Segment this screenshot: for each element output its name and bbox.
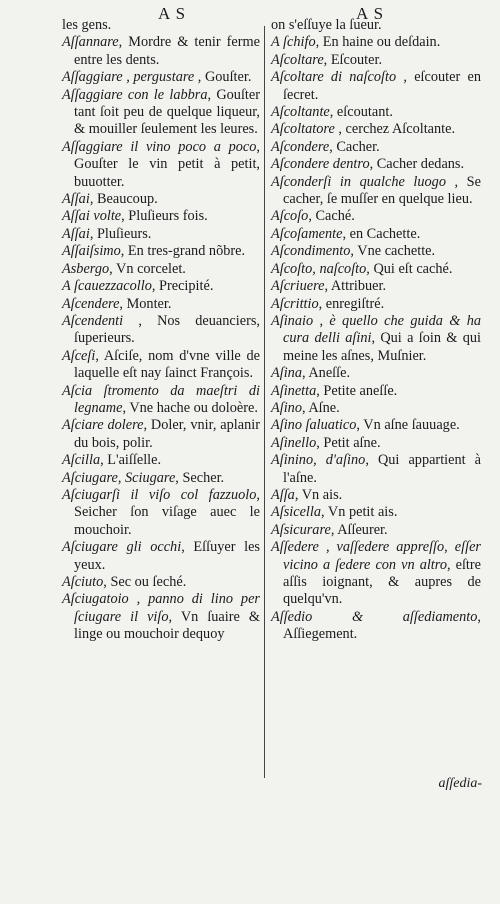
entry-definition: , L'aiſſelle. bbox=[100, 452, 162, 469]
entry-headword: Aſinetta bbox=[271, 382, 317, 399]
entry-definition: , Pluſieurs fois. bbox=[121, 208, 208, 225]
entry-definition: , Vn aſne ſauuage. bbox=[356, 417, 460, 434]
entry-headword: Aſceſi bbox=[62, 347, 96, 364]
dictionary-entry bbox=[271, 522, 481, 539]
entry-headword: Aſino bbox=[271, 399, 302, 416]
entry-definition: , Monter. bbox=[119, 295, 172, 312]
entry-headword: Aſcoltare di naſcoſto bbox=[271, 69, 397, 86]
dictionary-entry bbox=[271, 383, 481, 400]
entry-definition: , Eſcouter. bbox=[323, 51, 383, 68]
entry-headword: Aſſannare bbox=[62, 34, 119, 51]
entry-headword: Aſſedio & aſſediamento bbox=[271, 608, 478, 625]
entry-definition: , Doler, vnir, aplanir du bois, polir. bbox=[74, 417, 261, 451]
dictionary-entry bbox=[271, 261, 481, 278]
dictionary-entry bbox=[62, 278, 260, 295]
entry-headword: Aſſa bbox=[271, 486, 295, 503]
right-column bbox=[271, 17, 481, 644]
dictionary-entry bbox=[62, 313, 260, 348]
entry-headword: Aſcoltante bbox=[271, 104, 330, 121]
entry-definition: , Qui a ſoin & qui meine les aſnes, Muſnier. bbox=[283, 330, 481, 364]
entry-definition: , Mordre & tenir ferme entre les dents. bbox=[74, 34, 260, 68]
entry-headword: Aſſai bbox=[62, 191, 90, 208]
dictionary-entry bbox=[62, 69, 260, 86]
entry-headword: Aſciare dolere bbox=[62, 417, 144, 434]
dictionary-entry bbox=[62, 243, 260, 260]
entry-definition: , Se cacher, ſe muſſer en quelque lieu. bbox=[283, 173, 481, 208]
entry-headword: Aſcoſo bbox=[271, 208, 309, 225]
dictionary-entry bbox=[62, 470, 260, 487]
entry-definition: , Seicher ſon viſage auec le mouchoir. bbox=[74, 486, 260, 538]
entry-definition: , Beaucoup. bbox=[89, 191, 158, 208]
entry-definition: , Vn ais. bbox=[294, 486, 343, 503]
dictionary-entry bbox=[271, 243, 481, 260]
entry-headword: Aſciugare, Sciugare bbox=[62, 469, 176, 486]
entry-headword: Aſcrittio bbox=[271, 295, 319, 312]
entry-definition: , Pluſieurs. bbox=[89, 225, 152, 242]
dictionary-entry bbox=[62, 87, 260, 139]
dictionary-entry bbox=[62, 208, 260, 225]
dictionary-entry bbox=[271, 609, 481, 644]
dictionary-entry bbox=[271, 69, 481, 104]
dictionary-entry bbox=[62, 452, 260, 469]
dictionary-entry bbox=[271, 539, 481, 609]
entry-headword: Aſinino, d'aſino bbox=[271, 452, 366, 469]
dictionary-entry bbox=[271, 52, 481, 69]
dictionary-entry bbox=[62, 17, 260, 34]
running-head-right: A S bbox=[356, 4, 385, 23]
entry-headword: Aſciuto bbox=[62, 574, 104, 590]
dictionary-entry bbox=[271, 121, 481, 138]
entry-headword: A ſcauezzacollo bbox=[62, 278, 152, 295]
entry-headword: Aſino ſaluatico bbox=[271, 417, 357, 434]
entry-definition: , Gouſter tant ſoit peu de quelque liqueur, & mouiller ſeulement les leures. bbox=[74, 86, 261, 138]
entry-definition: , eſcouter en ſecret. bbox=[283, 69, 481, 103]
dictionary-entry bbox=[62, 591, 260, 643]
entry-definition: , Petit aſne. bbox=[316, 434, 381, 451]
entry-headword: Aſcondere dentro bbox=[271, 156, 370, 173]
running-head-left: A S bbox=[158, 4, 187, 23]
entry-headword: Aſcendenti bbox=[62, 312, 124, 329]
dictionary-entry bbox=[62, 139, 260, 191]
dictionary-entry bbox=[271, 435, 481, 452]
entry-headword: Aſſaggiare il vino poco a poco bbox=[62, 138, 257, 155]
dictionary-entry bbox=[271, 156, 481, 173]
entry-headword: Aſcoltatore bbox=[271, 121, 335, 138]
dictionary-entry bbox=[62, 348, 260, 383]
dictionary-entry bbox=[271, 365, 481, 382]
entry-definition: , Eſſuyer les yeux. bbox=[74, 539, 260, 573]
entry-headword: Aſcoſamente bbox=[271, 225, 343, 242]
left-column bbox=[62, 17, 260, 644]
dictionary-entry bbox=[62, 383, 260, 418]
dictionary-entry bbox=[271, 174, 481, 209]
entry-headword: Aſina bbox=[271, 365, 302, 382]
entry-headword: Aſcondere bbox=[271, 138, 330, 155]
dictionary-entry bbox=[271, 139, 481, 156]
entry-definition: , Vn ſuaire & linge ou mouchoir dequoy bbox=[74, 608, 260, 643]
entry-headword: Aſcilla bbox=[62, 452, 101, 469]
entry-definition: , Attribuer. bbox=[324, 278, 387, 295]
entry-headword: Aſsicurare bbox=[271, 521, 331, 538]
entry-definition: , Sec ou ſeché. bbox=[103, 574, 187, 590]
dictionary-entry bbox=[271, 226, 481, 243]
dictionary-entry bbox=[62, 226, 260, 243]
entry-headword: Aſsicella bbox=[271, 504, 322, 521]
entry-definition: , en Cachette. bbox=[342, 225, 421, 242]
entry-headword: Aſcriuere bbox=[271, 278, 325, 295]
entry-headword: Aſcia ſtromento da maeſtri di legname bbox=[62, 382, 260, 416]
entry-headword: Aſſai volte bbox=[62, 208, 122, 225]
entry-definition: , Qui appartient à l'aſne. bbox=[283, 452, 482, 486]
dictionary-entry bbox=[271, 104, 481, 121]
entry-definition: , En haine ou deſdain. bbox=[315, 34, 441, 51]
entry-definition: , En tres-grand nõbre. bbox=[120, 243, 246, 260]
entry-definition: les gens. bbox=[62, 17, 112, 33]
entry-definition: , Aſſeurer. bbox=[330, 521, 388, 538]
entry-headword: Aſinaio , è quello che guida & ha cura delli aſini bbox=[271, 312, 481, 347]
entry-definition: , cerchez Aſcoltante. bbox=[334, 121, 456, 138]
entry-headword: Asbergo bbox=[62, 260, 110, 277]
dictionary-entry bbox=[271, 400, 481, 417]
dictionary-entry bbox=[62, 296, 260, 313]
entry-headword: A ſchifo bbox=[271, 34, 316, 51]
entry-definition: on s'eſſuye la ſueur. bbox=[271, 17, 382, 33]
entry-definition: , enregiſtré. bbox=[318, 295, 385, 312]
entry-headword: Aſcondimento bbox=[271, 243, 351, 260]
entry-headword: Aſcendere bbox=[62, 295, 120, 312]
entry-definition: , Vne cachette. bbox=[350, 243, 436, 260]
entry-definition: , Aſne. bbox=[301, 399, 340, 416]
entry-definition: , Caché. bbox=[308, 208, 355, 225]
entry-definition: , eſcoutant. bbox=[329, 104, 393, 121]
entry-headword: Aſciugare gli occhi bbox=[62, 539, 182, 556]
entry-definition: , Aſciſe, nom d'vne ville de laquelle eſt nay ſainct François. bbox=[74, 347, 260, 382]
dictionary-entry bbox=[62, 487, 260, 539]
entry-definition: , Cacher dedans. bbox=[369, 156, 465, 173]
entry-headword: Aſcoltare bbox=[271, 51, 324, 68]
entry-definition: , Precipité. bbox=[151, 278, 214, 295]
column-divider bbox=[264, 26, 265, 778]
entry-definition: , Vne hache ou doloère. bbox=[122, 399, 258, 416]
entry-headword: Aſciugatoio , panno di lino per ſciugare il viſo bbox=[62, 591, 260, 625]
dictionary-entry bbox=[271, 208, 481, 225]
dictionary-entry bbox=[62, 574, 260, 591]
dictionary-entry bbox=[271, 34, 481, 51]
entry-definition: , Vn corcelet. bbox=[109, 260, 186, 277]
entry-headword: Aſſaggiare con le labbra bbox=[62, 86, 208, 103]
entry-definition: , Nos deuanciers, ſuperieurs. bbox=[74, 312, 260, 347]
dictionary-entry bbox=[271, 17, 481, 34]
entry-definition: , Gouſter le vin petit à petit, buuotter. bbox=[74, 138, 260, 190]
dictionary-entry bbox=[62, 191, 260, 208]
dictionary-entry bbox=[271, 296, 481, 313]
dictionary-entry bbox=[62, 34, 260, 69]
dictionary-entry bbox=[62, 417, 260, 452]
dictionary-entry bbox=[271, 417, 481, 434]
dictionary-entry bbox=[62, 261, 260, 278]
entry-headword: Aſſedere , vaſſedere appreſſo, eſſer vicino a ſedere con vn altro bbox=[271, 539, 481, 573]
entry-definition: , Aſſiegement. bbox=[283, 608, 481, 643]
entry-definition: , Vn petit ais. bbox=[321, 504, 398, 521]
dictionary-entry bbox=[271, 278, 481, 295]
dictionary-entry bbox=[271, 313, 481, 365]
entry-headword: Aſſaiſsimo bbox=[62, 243, 121, 260]
entry-definition: , eſtre aſſis ioignant, & aupres de quelqu'vn. bbox=[283, 556, 481, 608]
entry-definition: , Qui eſt caché. bbox=[366, 260, 453, 277]
dictionary-entry bbox=[271, 487, 481, 504]
entry-definition: , Cacher. bbox=[329, 138, 380, 155]
entry-headword: Aſciugarſi il viſo col fazzuolo bbox=[62, 486, 257, 503]
entry-headword: Aſconderſi in qualche luogo bbox=[271, 173, 446, 190]
dictionary-entry bbox=[62, 539, 260, 574]
entry-definition: , Secher. bbox=[175, 469, 225, 486]
entry-headword: Aſcoſto, naſcoſto bbox=[271, 260, 367, 277]
entry-definition: , Gouſter. bbox=[194, 69, 252, 86]
entry-headword: Aſſai bbox=[62, 225, 90, 242]
entry-definition: , Petite aneſſe. bbox=[316, 382, 398, 399]
entry-headword: Aſſaggiare , pergustare bbox=[62, 69, 195, 86]
entry-headword: Aſinello bbox=[271, 434, 317, 451]
dictionary-entry bbox=[271, 452, 481, 487]
catchword: aſſedia- bbox=[438, 776, 482, 791]
dictionary-entry bbox=[271, 504, 481, 521]
entry-definition: , Aneſſe. bbox=[301, 365, 351, 382]
